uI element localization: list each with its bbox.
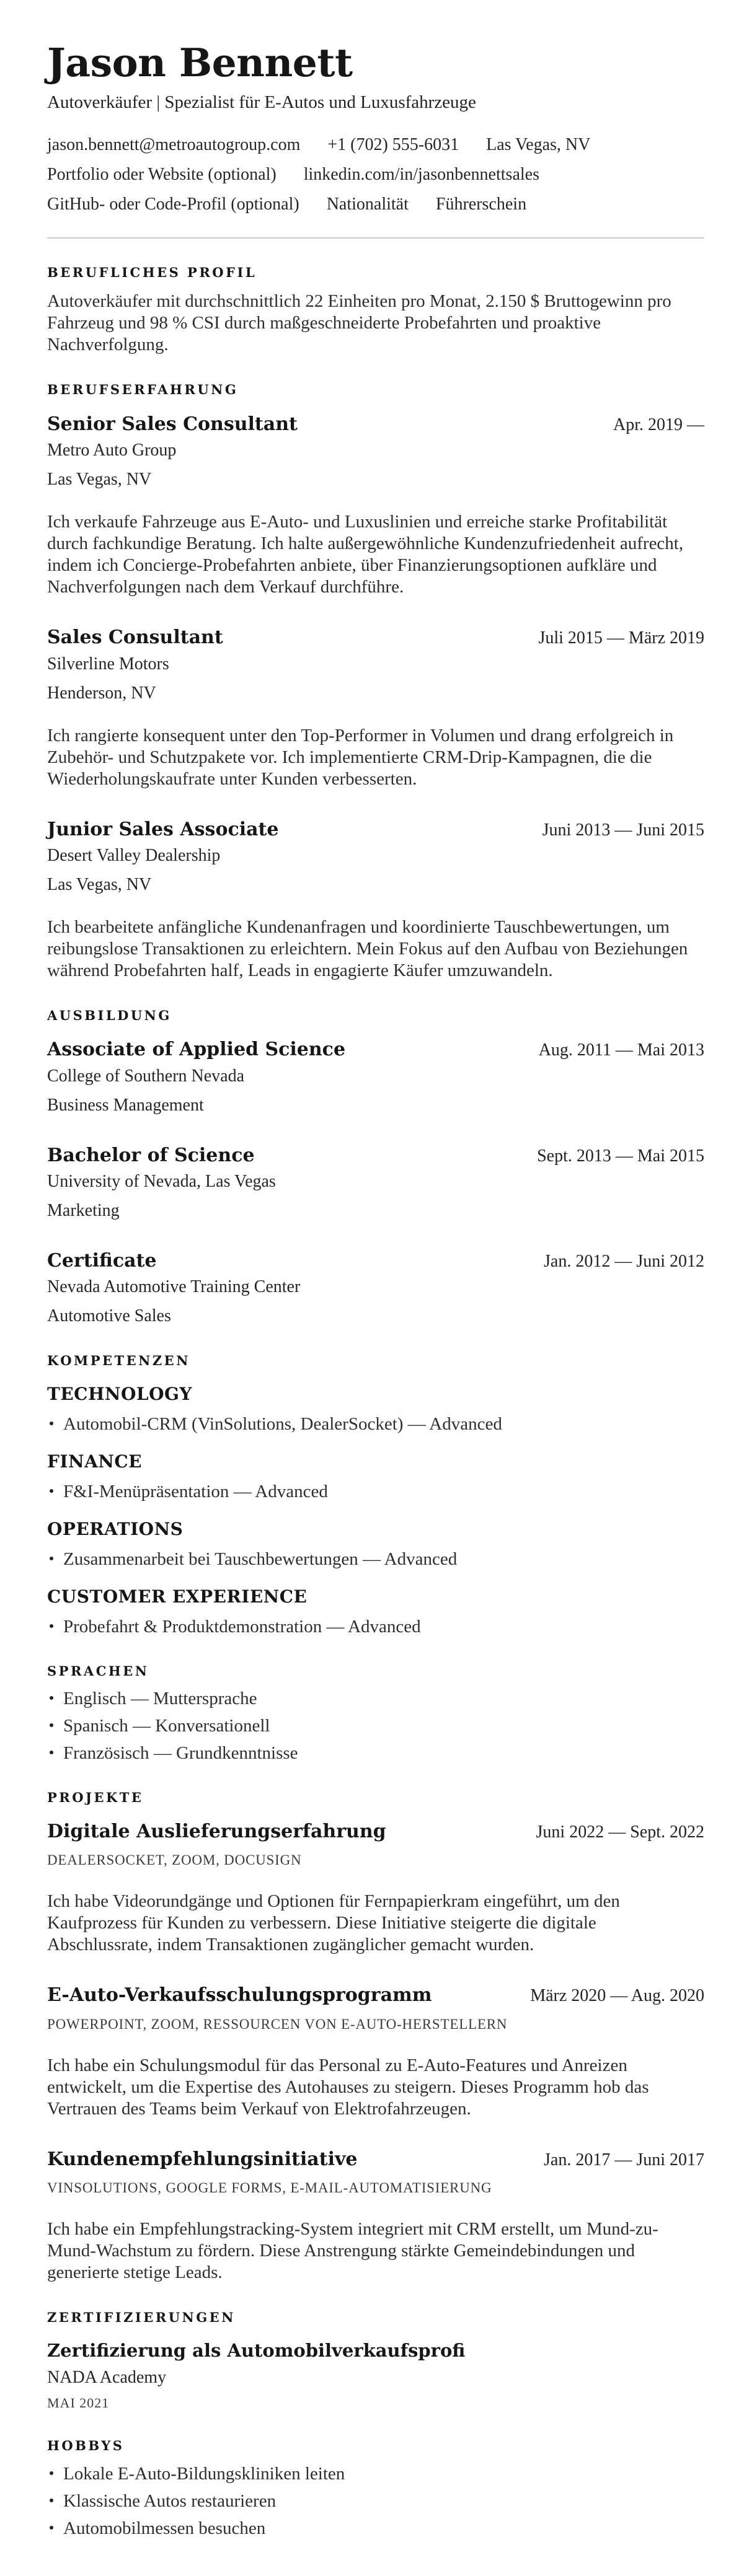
certification-entry (47, 2339, 704, 2412)
language-item: Englisch — Muttersprache (47, 1688, 704, 1709)
section-languages-heading: SPRACHEN (47, 1663, 149, 1679)
contact-phone: +1 (702) 555-6031 (327, 135, 459, 155)
hobby-item: Automobilmessen besuchen (47, 2518, 704, 2539)
section-certifications (47, 2310, 704, 2412)
project-dates: Jan. 2017 — Juni 2017 (544, 2150, 704, 2169)
section-certifications-heading: ZERTIFIZIERUNGEN (47, 2309, 236, 2325)
school-name: Nevada Automotive Training Center (47, 1277, 301, 1297)
certification-date: MAI 2021 (47, 2394, 110, 2411)
contact-portfolio: Portfolio oder Website (optional) (47, 165, 277, 185)
job-title: Senior Sales Consultant (47, 413, 298, 435)
job-location: Las Vegas, NV (47, 874, 152, 894)
certification-title: Zertifizierung als Automobilverkaufsprofi (47, 2340, 466, 2362)
job-company: Desert Valley Dealership (47, 845, 221, 865)
project-title: E-Auto-Verkaufsschulungsprogramm (47, 1984, 432, 2007)
profile-summary: Autoverkäufer mit durchschnittlich 22 Einheiten pro Monat, 2.150 $ Bruttogewinn pro Fahrzeug und 98 % CSI durch maßgeschneiderte Probefahrten und proaktive Nachverfolgung. (47, 291, 671, 355)
project-tools: VINSOLUTIONS, GOOGLE FORMS, E-MAIL-AUTOMATISIERUNG (47, 2180, 492, 2196)
project-entry-head (47, 1983, 704, 2007)
language-item: Spanisch — Konversationell (47, 1715, 704, 1736)
skill-item: Probefahrt & Produktdemonstration — Advanced (47, 1616, 704, 1637)
degree-dates: Aug. 2011 — Mai 2013 (538, 1040, 704, 1060)
job-dates: Apr. 2019 — (613, 415, 704, 434)
education-entry-head (47, 1143, 704, 1167)
hobby-list (47, 2463, 704, 2539)
person-headline: Autoverkäufer | Spezialist für E-Autos und Luxusfahrzeuge (47, 92, 476, 112)
job-title: Junior Sales Associate (47, 818, 279, 840)
hobby-item: Klassische Autos restaurieren (47, 2490, 704, 2512)
skill-item: F&I-Menüpräsentation — Advanced (47, 1481, 704, 1502)
skill-category: TECHNOLOGY (47, 1383, 192, 1404)
job-description: Ich rangierte konsequent unter den Top-Performer in Volumen und drang erfolgreich in Zubehör- und Schutzpakete vor. Ich implementierte CRM-Drip-Kampagnen, die die Wiederholungskaufrate unter Kunden verbesserten. (47, 725, 674, 789)
section-experience-heading: BERUFSERFAHRUNG (47, 382, 239, 398)
field-of-study: Marketing (47, 1200, 120, 1220)
experience-entry (47, 412, 704, 598)
section-hobbies-heading: HOBBYS (47, 2438, 125, 2454)
degree-title: Associate of Applied Science (47, 1039, 346, 1061)
job-title: Sales Consultant (47, 626, 223, 649)
section-skills-heading: KOMPETENZEN (47, 1353, 190, 1369)
project-title: Kundenempfehlungsinitiative (47, 2148, 358, 2170)
contact-row-2 (47, 164, 704, 185)
section-education (47, 1008, 704, 1327)
contact-github: GitHub- oder Code-Profil (optional) (47, 195, 299, 214)
section-projects-heading: PROJEKTE (47, 1789, 144, 1805)
contact-linkedin: linkedin.com/in/jasonbennettsales (303, 165, 539, 185)
skill-group (47, 1518, 704, 1570)
skill-item: Zusammenarbeit bei Tauschbewertungen — Advanced (47, 1549, 704, 1570)
experience-entry-head (47, 817, 704, 842)
contact-email: jason.bennett@metroautogroup.com (47, 135, 301, 155)
skill-group (47, 1383, 704, 1435)
skill-item: Automobil-CRM (VinSolutions, DealerSocket) — Advanced (47, 1413, 704, 1435)
job-description: Ich verkaufe Fahrzeuge aus E-Auto- und Luxuslinien und erreiche starke Profitabilität durch fachkundige Beratung. Ich halte außergewöhnliche Kundenzufriedenheit aufrecht, indem ich Concierge-Probefahrten anbiete, über Finanzierungsoptionen aufkläre und Nachverfolgungen nach dem Verkauf durchführe. (47, 512, 684, 597)
project-entry (47, 2147, 704, 2284)
contact-row-3 (47, 193, 704, 215)
header-divider (47, 237, 704, 239)
education-entry (47, 1143, 704, 1221)
project-description: Ich habe Videorundgänge und Optionen für Fernpapierkram eingeführt, um den Kaufprozess für Kunden zu verbessern. Diese Initiative steigerte die digitale Abschlussrate, indem Transaktionen zugänglicher gemacht wurden. (47, 1891, 620, 1955)
skill-category: FINANCE (47, 1451, 143, 1472)
skill-list (47, 1616, 704, 1637)
skill-category: OPERATIONS (47, 1518, 184, 1539)
project-dates: Juni 2022 — Sept. 2022 (536, 1822, 704, 1842)
experience-entry-head (47, 412, 704, 436)
person-name: Jason Bennett (47, 40, 353, 86)
skill-category: CUSTOMER EXPERIENCE (47, 1586, 308, 1607)
experience-entry (47, 817, 704, 982)
section-education-heading: AUSBILDUNG (47, 1007, 172, 1023)
job-location: Henderson, NV (47, 683, 156, 703)
job-description: Ich bearbeitete anfängliche Kundenanfragen und koordinierte Tauschbewertungen, um reibungslose Transaktionen zu erleichtern. Mein Fokus auf den Aufbau von Beziehungen während Probefahrten half, Leads in engagierte Käufer umzuwandeln. (47, 917, 688, 980)
contact-row-1 (47, 134, 704, 156)
degree-dates: Sept. 2013 — Mai 2015 (537, 1146, 704, 1166)
section-languages (47, 1663, 704, 1764)
education-entry (47, 1249, 704, 1327)
job-company: Metro Auto Group (47, 441, 177, 460)
language-item: Französisch — Grundkenntnisse (47, 1743, 704, 1764)
education-entry (47, 1037, 704, 1115)
education-entry-head (47, 1249, 704, 1273)
project-entry (47, 1819, 704, 1956)
section-experience (47, 382, 704, 981)
school-name: College of Southern Nevada (47, 1066, 245, 1086)
project-tools: DEALERSOCKET, ZOOM, DOCUSIGN (47, 1852, 302, 1868)
language-list (47, 1688, 704, 1764)
hobby-item: Lokale E-Auto-Bildungskliniken leiten (47, 2463, 704, 2484)
section-profile-heading: BERUFLICHES PROFIL (47, 265, 257, 281)
field-of-study: Business Management (47, 1095, 204, 1115)
contact-location: Las Vegas, NV (486, 135, 591, 155)
project-tools: POWERPOINT, ZOOM, RESSOURCEN VON E-AUTO-HERSTELLERN (47, 2016, 508, 2032)
resume-header (47, 41, 704, 239)
section-profile (47, 265, 704, 356)
skill-list (47, 1549, 704, 1570)
certification-issuer: NADA Academy (47, 2367, 167, 2387)
job-dates: Juni 2013 — Juni 2015 (542, 820, 704, 840)
project-dates: März 2020 — Aug. 2020 (530, 1986, 704, 2006)
degree-title: Bachelor of Science (47, 1144, 255, 1166)
contact-license: Führerschein (435, 195, 527, 214)
job-company: Silverline Motors (47, 654, 169, 674)
education-entry-head (47, 1037, 704, 1062)
experience-entry-head (47, 625, 704, 649)
project-title: Digitale Auslieferungserfahrung (47, 1821, 386, 1843)
degree-dates: Jan. 2012 — Juni 2012 (544, 1251, 704, 1271)
project-description: Ich habe ein Empfehlungstracking-System integriert mit CRM erstellt, um Mund-zu-Mund-Wachstum zu fördern. Diese Anstrengung stärkte Gemeindebindungen und generierte stetige Leads. (47, 2218, 658, 2282)
school-name: University of Nevada, Las Vegas (47, 1171, 276, 1191)
section-skills (47, 1353, 704, 1637)
project-description: Ich habe ein Schulungsmodul für das Personal zu E-Auto-Features und Anreizen entwickelt, um die Expertise des Autohauses zu steigern. Dieses Programm hob das Vertrauen des Teams beim Verkauf von Elektrofahrzeugen. (47, 2055, 649, 2119)
section-hobbies (47, 2438, 704, 2538)
project-entry-head (47, 2147, 704, 2171)
project-entry (47, 1983, 704, 2119)
job-dates: Juli 2015 — März 2019 (538, 628, 704, 648)
skill-group (47, 1586, 704, 1637)
degree-title: Certificate (47, 1249, 157, 1272)
skill-group (47, 1451, 704, 1502)
contact-nationality: Nationalität (326, 195, 409, 214)
field-of-study: Automotive Sales (47, 1306, 171, 1326)
job-location: Las Vegas, NV (47, 470, 152, 490)
skill-list (47, 1413, 704, 1435)
project-entry-head (47, 1819, 704, 1844)
section-projects (47, 1790, 704, 2284)
skill-list (47, 1481, 704, 1502)
experience-entry (47, 625, 704, 789)
